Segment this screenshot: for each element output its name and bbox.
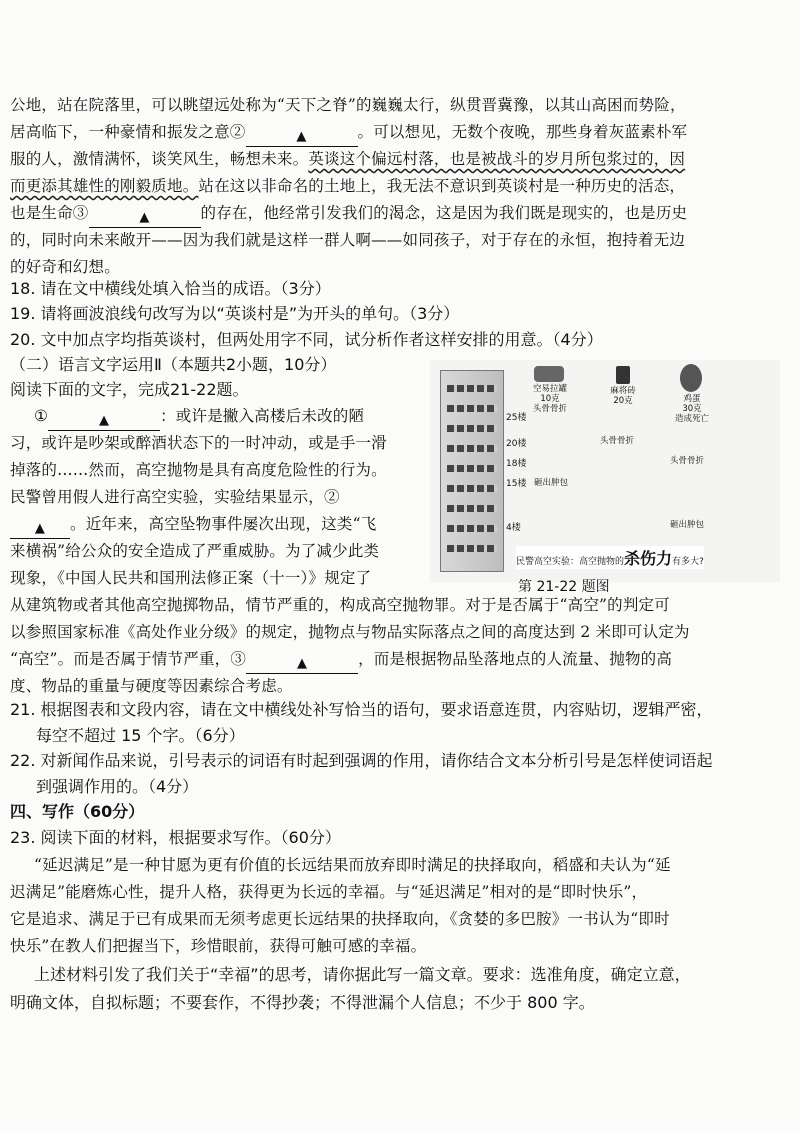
passage-text: 。可以想见，无数个夜晚，那些身着灰蓝素朴军 (357, 123, 688, 141)
answer-blank-2[interactable]: ▲ (246, 128, 358, 147)
passage-line (10, 146, 790, 173)
wavy-underlined-sentence: 英谈这个偏远村落，也是被战斗的岁月所包浆过的，因 (308, 150, 686, 168)
experiment-figure (430, 360, 780, 582)
floor-label: 20楼 (506, 439, 527, 449)
figure-banner: 民警高空实验：高空抛物的杀伤力有多大? (516, 546, 704, 569)
passage-text: 服的人，激情满怀，谈笑风生，畅想未来。 (10, 150, 309, 168)
passage-line: 的，同时向未来敞开——因为我们就是这样一群人啊——如同孩子，对于存在的永恒，抱持着无边 (10, 231, 686, 249)
passage-text: ，而是根据物品坠落地点的人流量、抛物的高 (358, 650, 673, 668)
question-23: 23. 阅读下面的材料，根据要求写作。（60分） (10, 828, 341, 847)
question-18: 18. 请在文中横线处填入恰当的成语。（3分） (10, 279, 331, 298)
material-line: 它是追求、满足于已有成果而无须考虑更长远结果的抉择取向，《贪婪的多巴胺》一书认为“即时 (10, 910, 670, 928)
writing-requirement: 明确文体，自拟标题；不要套作，不得抄袭；不得泄漏个人信息；不少于 800 字。 (10, 993, 595, 1012)
floor-label: 18楼 (506, 459, 527, 469)
passage-line: 掉落的……然而，高空抛物是具有高度危险性的行为。 (10, 461, 387, 479)
passage-line (10, 119, 790, 147)
answer-blank-2b[interactable]: ▲ (10, 520, 70, 539)
passage-line (10, 511, 420, 539)
passage-line (34, 403, 424, 431)
question-20: 20. 文中加点字均指英谈村，但两处用字不同，试分析作者这样安排的用意。（4分） (10, 330, 603, 349)
passage-text: 居高临下，一种豪情和振发之意② (10, 123, 246, 141)
question-22: 22. 对新闻作品来说，引号表示的词语有时起到强调的作用，请你结合文本分析引号是怎样使词语起 到强调作用的。（4分） (10, 751, 713, 796)
figure-caption: 第 21-22 题图 (518, 579, 610, 595)
passage-line (10, 200, 790, 228)
passage-text: 的存在，他经常引发我们的渴念，这是因为我们既是现实的，也是历史 (200, 204, 688, 222)
floor-label: 25楼 (506, 413, 527, 423)
passage-line: 民警曾用假人进行高空实验，实验结果显示，② (10, 488, 340, 506)
passage-text: ① (34, 407, 49, 425)
floor-label: 4楼 (506, 523, 521, 533)
passage-line (10, 646, 790, 674)
question-21: 21. 根据图表和文段内容，请在文中横线处补写恰当的语句，要求语意连贯，内容贴切，逻辑严密， 每空不超过 15 个字。（6分） (10, 700, 713, 745)
effect-label: 头骨骨折 (670, 456, 705, 466)
mahjong-icon (616, 366, 630, 384)
egg-icon (680, 364, 702, 392)
object-info: 麻将砖 20克 (610, 386, 636, 406)
effect-label: 砸出肿包 (670, 520, 705, 530)
passage-line: 现象，《中国人民共和国刑法修正案（十一）》规定了 (10, 569, 372, 587)
passage-line: 从建筑物或者其他高空抛掷物品，情节严重的，构成高空抛物罪。对于是否属于“高空”的判定可 (10, 596, 670, 614)
passage-line: 度、物品的重量与硬度等因素综合考虑。 (10, 677, 293, 695)
building-illustration (440, 370, 504, 572)
passage-text: 。近年来，高空坠物事件屡次出现，这类“飞 (70, 515, 377, 533)
passage-line: 的好奇和幻想。 (10, 258, 120, 276)
answer-blank-3b[interactable]: ▲ (246, 655, 358, 674)
can-icon (534, 366, 564, 382)
passage-line: 来横祸”给公众的安全造成了严重威胁。为了减少此类 (10, 542, 380, 560)
passage-text: ：或许是撇入高楼后未改的陋 (160, 407, 365, 425)
effect-label: 头骨骨折 (600, 436, 635, 446)
floor-label: 15楼 (506, 479, 527, 489)
passage-line: 以参照国家标准《高处作业分级》的规定，抛物点与物品实际落点之间的高度达到 2 米即可认定为 (10, 623, 690, 641)
passage-line: 习，或许是吵架或醉酒状态下的一时冲动，或是手一滑 (10, 434, 387, 452)
object-info: 鸡蛋 30克 造成死亡 (674, 394, 709, 424)
writing-requirement: 上述材料引发了我们关于“幸福”的思考，请你据此写一篇文章。要求：选准角度，确定立意， (34, 965, 691, 984)
writing-section-title: 四、写作（60分） (10, 802, 145, 821)
material-line: “延迟满足”是一种甘愿为更有价值的长远结果而放弃即时满足的抉择取向，稻盛和夫认为“延 (34, 856, 671, 874)
wavy-underlined-sentence: 而更添其雄性的刚毅质地。 (10, 177, 199, 195)
object-info: 空易拉罐 10克 头骨骨折 (532, 384, 567, 414)
material-line: 迟满足”能磨炼心性，提升人格，获得更为长远的幸福。与“延迟满足”相对的是“即时快乐”， (10, 883, 648, 901)
passage-text: “高空”。而是否属于情节严重，③ (10, 650, 247, 668)
passage-line: 公地，站在院落里，可以眺望远处称为“天下之脊”的巍巍太行，纵贯晋冀豫，以其山高困而势险， (10, 96, 686, 114)
material-line: 快乐”在教人们把握当下，珍惜眼前，获得可触可感的幸福。 (10, 937, 427, 955)
section-intro: 阅读下面的文字，完成21-22题。 (10, 380, 249, 399)
answer-blank-3[interactable]: ▲ (89, 209, 201, 228)
effect-label: 砸出肿包 (534, 478, 569, 488)
passage-text: 站在这以非命名的土地上，我无法不意识到英谈村是一种历史的活态， (198, 177, 686, 195)
answer-blank-1[interactable]: ▲ (48, 412, 160, 431)
passage-line (10, 173, 790, 200)
passage-text: 也是生命③ (10, 204, 89, 222)
question-19: 19. 请将画波浪线句改写为以“英谈村是”为开头的单句。（3分） (10, 304, 460, 323)
section-title: （二）语言文字运用Ⅱ（本题共2小题，10分） (10, 355, 337, 374)
